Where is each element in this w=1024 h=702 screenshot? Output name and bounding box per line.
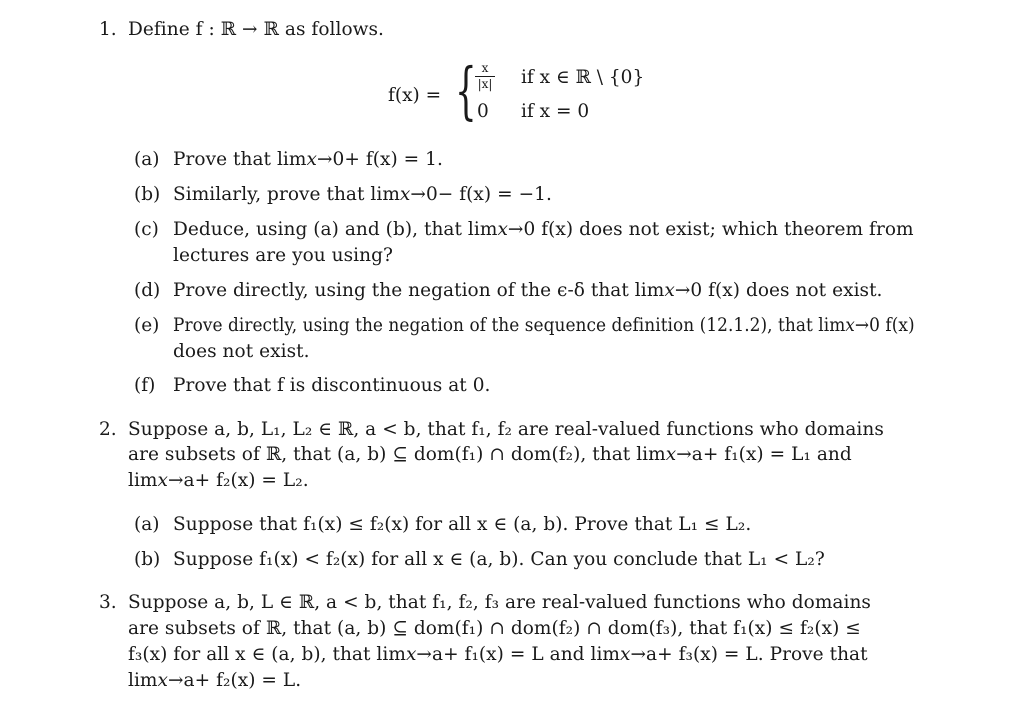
- part-1c-text-line-1: Deduce, using (a) and (b), that lim𝑥→0 f(x) does not exist; which theorem from: [173, 219, 914, 240]
- question-2-intro-line-1: Suppose a, b, L₁, L₂ ∈ ℝ, a < b, that f₁, f₂ are real-valued functions who domains: [128, 419, 884, 440]
- question-1-intro: Define f : ℝ → ℝ as follows.: [128, 19, 384, 40]
- part-2b-label: (b): [134, 549, 161, 570]
- part-1e-label: (e): [134, 315, 160, 336]
- part-1f-text: Prove that f is discontinuous at 0.: [173, 375, 491, 396]
- part-2a-text: Suppose that f₁(x) ≤ f₂(x) for all x ∈ (a, b). Prove that L₁ ≤ L₂.: [173, 514, 752, 535]
- fraction: [474, 62, 496, 91]
- question-3-intro-line-3: f₃(x) for all x ∈ (a, b), that lim𝑥→a+ f₁(x) = L and lim𝑥→a+ f₃(x) = L. Prove that: [128, 644, 868, 665]
- part-1d-label: (d): [134, 280, 161, 301]
- case-1-condition: if x ∈ ℝ \ {0}: [521, 67, 645, 88]
- part-2b-text: Suppose f₁(x) < f₂(x) for all x ∈ (a, b). Can you conclude that L₁ < L₂?: [173, 549, 825, 570]
- part-1e-text-line-2: does not exist.: [173, 341, 310, 362]
- case-2-condition: if x = 0: [521, 101, 590, 122]
- definition-lhs: f(x) =: [388, 85, 442, 106]
- question-3-intro-line-1: Suppose a, b, L ∈ ℝ, a < b, that f₁, f₂, f₃ are real-valued functions who domains: [128, 592, 871, 613]
- fraction-numerator: x: [481, 61, 489, 75]
- fraction-denominator: |x|: [477, 77, 493, 91]
- part-1a-label: (a): [134, 149, 160, 170]
- part-1a-text: Prove that lim𝑥→0+ f(x) = 1.: [173, 149, 443, 170]
- part-1b-label: (b): [134, 184, 161, 205]
- part-1e-text-line-1: Prove directly, using the negation of the sequence definition (12.1.2), that lim𝑥→0 f(x): [173, 315, 915, 336]
- part-1c-label: (c): [134, 219, 159, 240]
- question-3-intro-line-2: are subsets of ℝ, that (a, b) ⊆ dom(f₁) ∩ dom(f₂) ∩ dom(f₃), that f₁(x) ≤ f₂(x) ≤: [128, 618, 861, 639]
- part-1b-text: Similarly, prove that lim𝑥→0− f(x) = −1.: [173, 184, 552, 205]
- case-2-value: 0: [477, 101, 489, 122]
- question-2-intro-line-2: are subsets of ℝ, that (a, b) ⊆ dom(f₁) ∩ dom(f₂), that lim𝑥→a+ f₁(x) = L₁ and: [128, 444, 852, 465]
- part-1c-text-line-2: lectures are you using?: [173, 245, 393, 266]
- part-2a-label: (a): [134, 514, 160, 535]
- left-brace: {: [455, 54, 477, 127]
- question-3-intro-line-4: lim𝑥→a+ f₂(x) = L.: [128, 670, 302, 691]
- question-3-number: 3.: [99, 592, 117, 613]
- question-2-intro-line-3: lim𝑥→a+ f₂(x) = L₂.: [128, 470, 309, 491]
- part-1d-text: Prove directly, using the negation of the ϵ-δ that lim𝑥→0 f(x) does not exist.: [173, 280, 883, 301]
- part-1f-label: (f): [134, 375, 156, 396]
- question-2-number: 2.: [99, 419, 117, 440]
- question-1-number: 1.: [99, 19, 117, 40]
